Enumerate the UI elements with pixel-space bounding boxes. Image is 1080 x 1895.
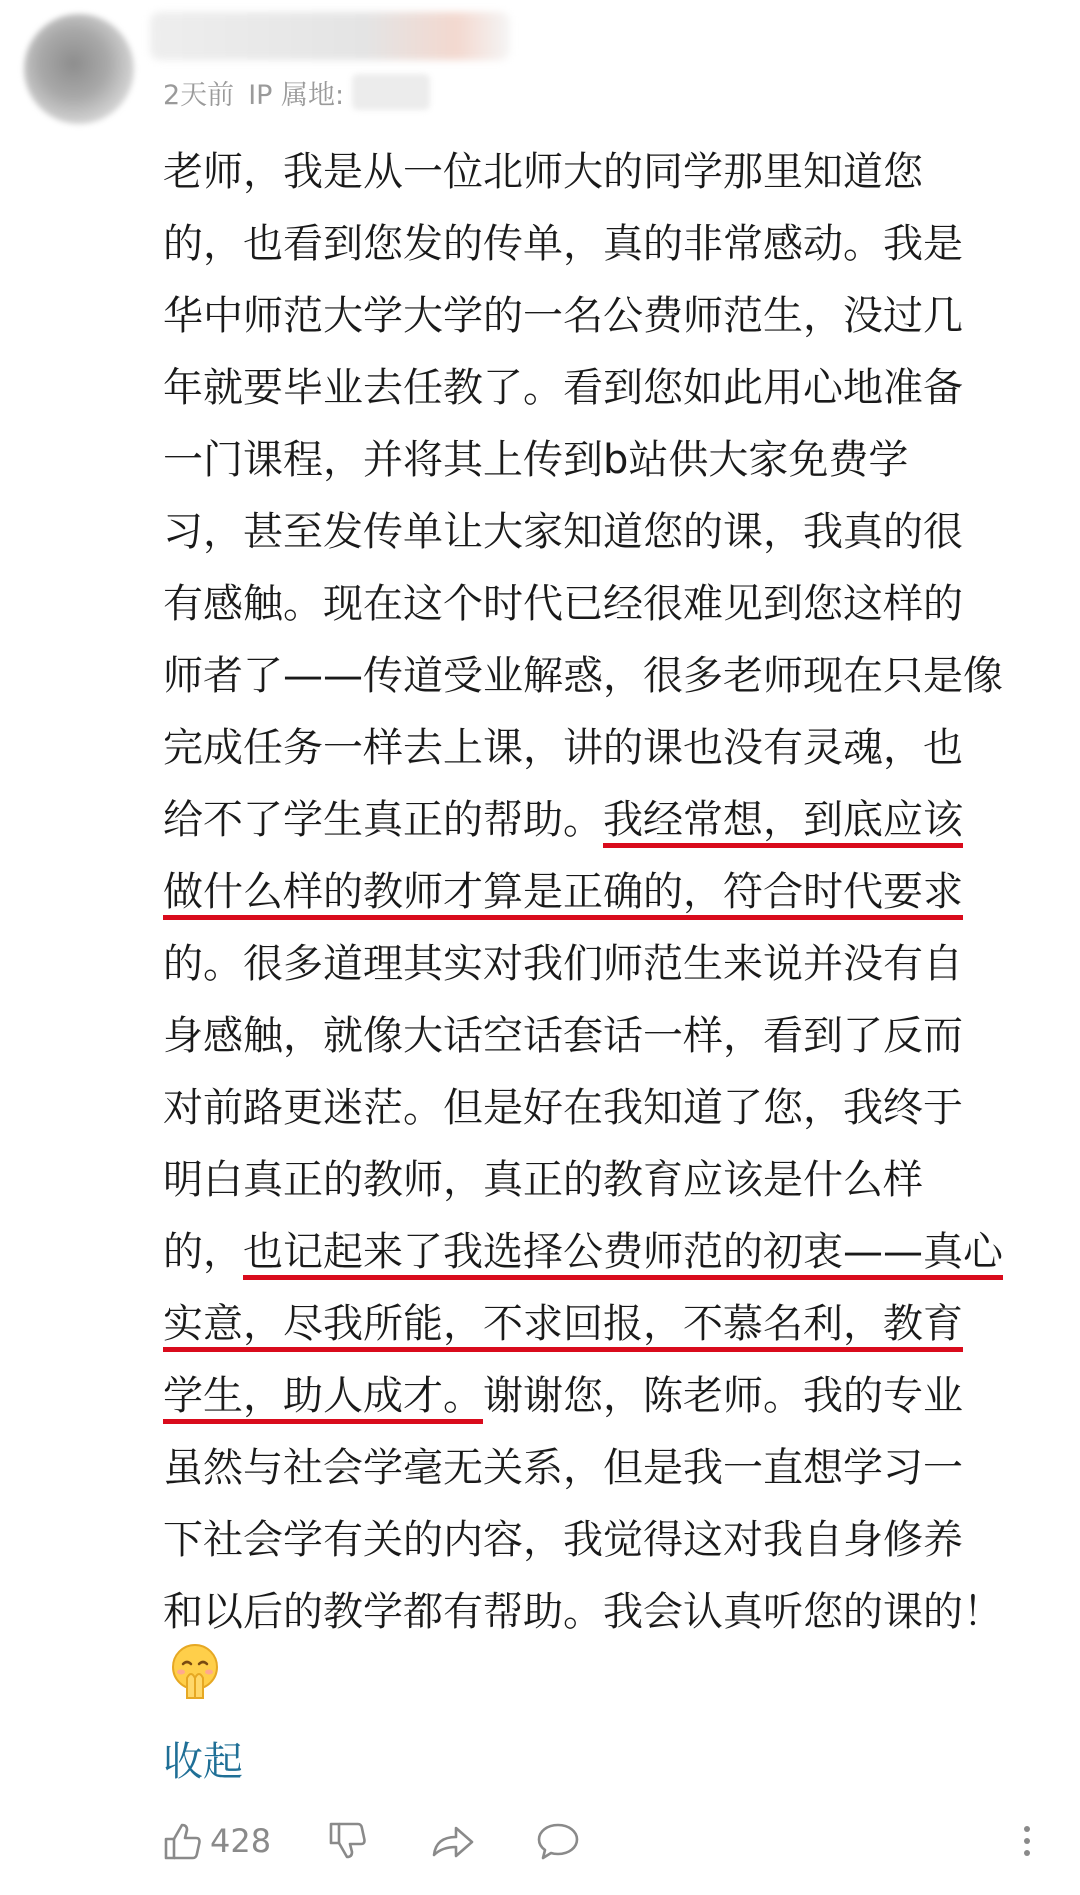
like-button[interactable] <box>160 1813 271 1869</box>
share-button[interactable] <box>430 1813 476 1869</box>
comment-text-segment: 华中师范大学大学的一名公费师范生，没过几 <box>163 293 963 339</box>
comment-line <box>163 424 1063 496</box>
comment-line <box>163 712 1063 784</box>
comment-text-segment: 身感触，就像大话空话套话一样，看到了反而 <box>163 1013 963 1059</box>
more-options-button[interactable] <box>1020 1813 1034 1869</box>
thumbs-down-icon <box>325 1819 369 1863</box>
avatar[interactable] <box>24 14 134 124</box>
comment-text-segment: 明白真正的教师，真正的教育应该是什么样 <box>163 1157 923 1203</box>
comment-line <box>163 1288 1063 1360</box>
comment-text-segment: 老师，我是从一位北师大的同学那里知道您 <box>163 149 923 195</box>
comment-text-segment: 的。很多道理其实对我们师范生来说并没有自 <box>163 941 963 987</box>
comment-line <box>163 1576 1063 1648</box>
thumbs-up-icon <box>160 1819 204 1863</box>
comment-line <box>163 208 1063 280</box>
comment-line <box>163 280 1063 352</box>
comment-text-segment: 虽然与社会学毫无关系，但是我一直想学习一 <box>163 1445 963 1491</box>
comment-line <box>163 1144 1063 1216</box>
underlined-text: 实意，尽我所能，不求回报，不慕名利，教育 <box>163 1301 963 1347</box>
comment-line <box>163 1072 1063 1144</box>
comment-text-segment: 完成任务一样去上课，讲的课也没有灵魂，也 <box>163 725 963 771</box>
dislike-button[interactable] <box>325 1813 369 1869</box>
underlined-text: 我经常想，到底应该 <box>603 797 963 843</box>
comment-line <box>163 496 1063 568</box>
comment-line <box>163 1216 1063 1288</box>
comment-text-segment: 师者了——传道受业解惑，很多老师现在只是像 <box>163 653 1003 699</box>
underlined-text: 也记起来了我选择公费师范的初衷——真心 <box>243 1229 1003 1275</box>
comment-text-segment: 有感触。现在这个时代已经很难见到您这样的 <box>163 581 963 627</box>
comment-line <box>163 1432 1063 1504</box>
comment-line <box>163 928 1063 1000</box>
comment-text-segment: 谢谢您，陈老师。我的专业 <box>483 1373 963 1419</box>
comment-text-segment: 习，甚至发传单让大家知道您的课，我真的很 <box>163 509 963 555</box>
comment-text-segment: 下社会学有关的内容，我觉得这对我自身修养 <box>163 1517 963 1563</box>
reply-button[interactable] <box>535 1813 581 1869</box>
share-arrow-icon <box>430 1819 476 1863</box>
comment-line <box>163 136 1063 208</box>
comment-action-bar <box>160 1813 1040 1869</box>
comment-meta <box>163 72 430 112</box>
ip-location-value-blurred <box>352 74 430 110</box>
comment-text-segment: 的，也看到您发的传单，真的非常感动。我是 <box>163 221 963 267</box>
comment-line <box>163 1504 1063 1576</box>
comment-line <box>163 784 1063 856</box>
comment-text-segment: 的， <box>163 1229 243 1275</box>
comment-text-segment: 年就要毕业去任教了。看到您如此用心地准备 <box>163 365 963 411</box>
comment-line <box>163 856 1063 928</box>
praying-hands-emoji <box>165 1640 225 1700</box>
like-count: 428 <box>210 1822 272 1860</box>
comment-text-segment: 给不了学生真正的帮助。 <box>163 797 603 843</box>
comment-text-segment: 和以后的教学都有帮助。我会认真听您的课的！ <box>163 1589 1003 1635</box>
comment-line <box>163 1000 1063 1072</box>
comment-text-segment: 对前路更迷茫。但是好在我知道了您，我终于 <box>163 1085 963 1131</box>
comment-line <box>163 352 1063 424</box>
username-blurred[interactable] <box>150 12 510 60</box>
more-vertical-icon <box>1020 1819 1034 1863</box>
comment-text <box>163 136 1063 1648</box>
underlined-text: 学生，助人成才。 <box>163 1373 483 1419</box>
underlined-text: 做什么样的教师才算是正确的，符合时代要求 <box>163 869 963 915</box>
comment-line <box>163 1360 1063 1432</box>
collapse-link[interactable]: 收起 <box>163 1739 243 1785</box>
comment-text-segment: 一门课程，并将其上传到b站供大家免费学 <box>163 437 909 483</box>
comment-time: 2天前 <box>163 79 235 111</box>
comment-line <box>163 640 1063 712</box>
comment-bubble-icon <box>535 1819 581 1863</box>
comment-line <box>163 568 1063 640</box>
ip-location-label: IP 属地: <box>248 79 345 111</box>
